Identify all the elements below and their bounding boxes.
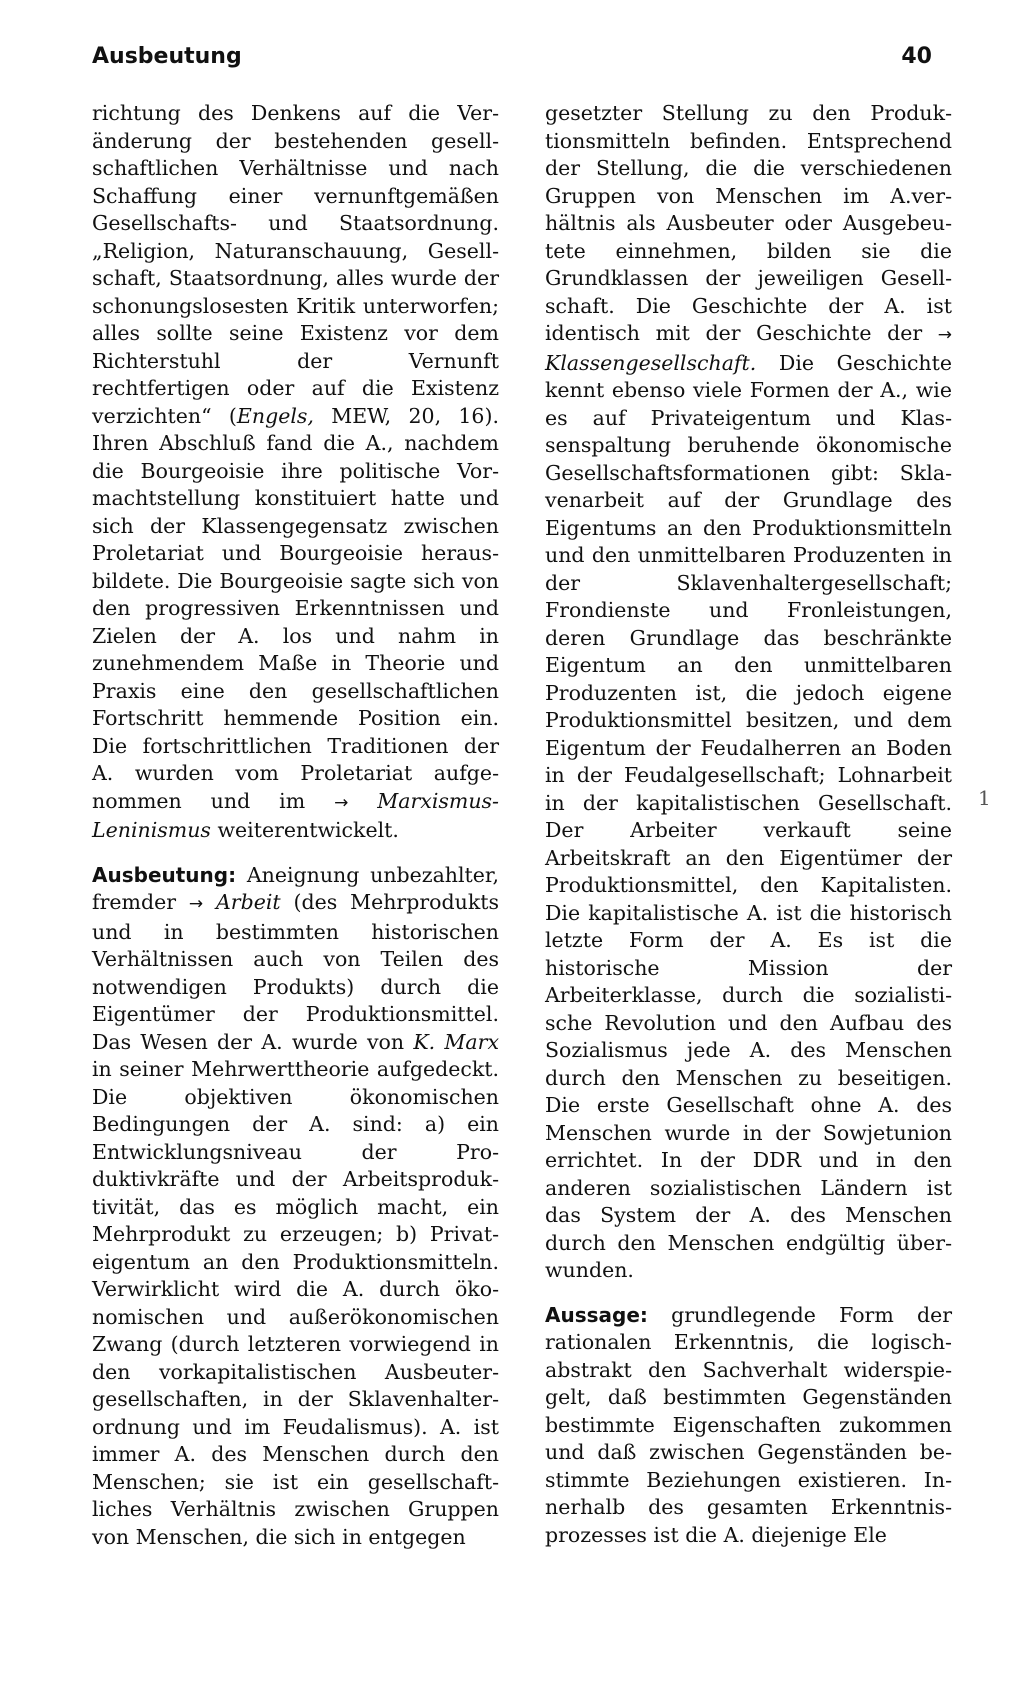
entry-headword: Aussage: <box>545 1302 648 1327</box>
text-run: (des Mehrprodukts und in bestimmten historischen Verhältnissen auch von Teilen des notwendigen Produkts) durch die Eigentümer der Produktionsmittel. Das Wesen der A. wurde von <box>92 890 500 1054</box>
page-number: 40 <box>901 44 932 69</box>
text-run: weiterentwickelt. <box>210 818 399 842</box>
text-run: Die Geschichte kennt ebenso viele Formen der A., wie es auf Privateigentum und Klassenspaltung beruhende ökonomische Gesellschaftsformationen gibt: Sklavenarbeit auf der Grundlage des Eigentums an den Produktionsmitteln und den unmittelbaren Produzenten in der Sklavenhaltergesellschaft; Frondienste und Fronleistungen, deren Grundlage das beschränkte Eigentum an den unmittelbaren Produzenten ist, die jedoch eigene Produktionsmittel besitzen, und dem Eigentum der Feudalherren an Boden in der Feudalgesellschaft; Lohnarbeit in der kapitalistischen Gesellschaft. Der Arbeiter verkauft seine Arbeitskraft an den Eigentümer der Produktionsmittel, den Kapitalisten. Die kapitalistische A. ist die historisch letzte Form der A. Es ist die historische Mission der Arbeiterklasse, durch die sozialistische Revolution und den Aufbau des Sozialismus jede A. des Menschen durch den Menschen zu beseitigen. Die erste Gesellschaft ohne A. des Menschen wurde in der Sowjetunion errichtet. In der DDR und in den anderen sozialistischen Ländern ist das System der A. des Menschen durch den Menschen endgültig überwunden. <box>545 350 952 1282</box>
ausbeutung-entry <box>92 862 499 1552</box>
aufklaerung-entry-continuation <box>92 100 499 845</box>
text-run: gesetzter Stellung zu den Produktionsmitteln befinden. Entsprechend der Stellung, die die verschiedenen Gruppen von Menschen im A.verhältnis als Ausbeuter oder Ausgebeutete einnehmen, bilden sie die Grundklassen der jeweiligen Gesellschaft. Die Geschichte der A. ist identisch mit der Geschichte der <box>545 101 952 345</box>
aussage-entry <box>545 1302 952 1550</box>
text-run: Aneignung unbezahlter, fremder <box>92 862 499 914</box>
cross-reference-marxismus-leninismus[interactable]: Marxismus-Leninismus <box>92 788 499 842</box>
text-run: richtung des Denkens auf die Veränderung der bestehenden gesellschaftlichen Verhältnisse und nach Schaffung einer vernunftgemäßen Gesellschafts- und Staatsordnung. „Religion, Naturanschauung, Gesellschaft, Staatsordnung, alles wurde der schonungslosesten Kritik unterworfen; alles sollte seine Existenz vor dem Richterstuhl der Vernunft rechtfertigen oder auf die Existenz verzichten“ ( <box>92 101 499 428</box>
cross-reference-arrow-icon: → <box>937 325 952 345</box>
author-reference: K. Marx <box>413 1029 500 1054</box>
entry-headword: Ausbeutung: <box>92 862 237 887</box>
cross-reference-arrow-icon: → <box>188 894 204 914</box>
text-columns <box>92 100 952 1551</box>
text-run: grundlegende Form der rationalen Erkenntnis, die logisch-abstrakt den Sachverhalt widerspiegelt, daß bestimmten Gegenständen bestimmte Eigenschaften zukommen und daß zwischen Gegenständen bestimmte Beziehungen existieren. Innerhalb des gesamten Erkenntnisprozesses ist die A. diejenige Ele <box>545 1302 952 1547</box>
right-column <box>545 100 952 1551</box>
running-head <box>92 44 932 69</box>
text-run: in seiner Mehrwerttheorie aufgedeckt. Die objektiven ökonomischen Bedingungen der A. sind: a) ein Entwicklungsniveau der Produktivkräfte und der Arbeitsproduktivität, das es möglich macht, ein Mehrprodukt zu erzeugen; b) Privateigentum an den Produktionsmitteln. Verwirklicht wird die A. durch ökonomischen und außerökonomischen Zwang (durch letzteren vorwiegend in den vorkapitalistischen Ausbeutergesellschaften, in der Sklavenhalterordnung und im Feudalismus). A. ist immer A. des Menschen durch den Menschen; sie ist ein gesellschaftliches Verhältnis zwischen Gruppen von Menschen, die sich in entgegen <box>92 1057 499 1549</box>
text-run: MEW, 20, 16). Ihren Abschluß fand die A., nachdem die Bourgeoisie ihre politische Vormachtstellung konstituiert hatte und sich der Klassengegensatz zwischen Proletariat und Bourgeoisie herausbildete. Die Bourgeoisie sagte sich von den progressiven Erkenntnissen und Zielen der A. los und nahm in zunehmendem Maße in Theorie und Praxis eine den gesellschaftlichen Fortschritt hemmende Position ein. Die fortschrittlichen Traditionen der A. wurden vom Proletariat aufgenommen und im <box>92 403 499 813</box>
left-column <box>92 100 499 1551</box>
author-reference: Engels, <box>236 403 314 428</box>
cross-reference-klassengesellschaft[interactable]: Klassengesellschaft. <box>545 350 757 375</box>
cross-reference-arbeit[interactable]: Arbeit <box>215 890 281 914</box>
cross-reference-arrow-icon: → <box>334 792 349 813</box>
margin-annotation: 1 <box>978 786 991 810</box>
running-head-title: Ausbeutung <box>92 44 242 69</box>
ausbeutung-entry-continuation <box>545 100 952 1285</box>
